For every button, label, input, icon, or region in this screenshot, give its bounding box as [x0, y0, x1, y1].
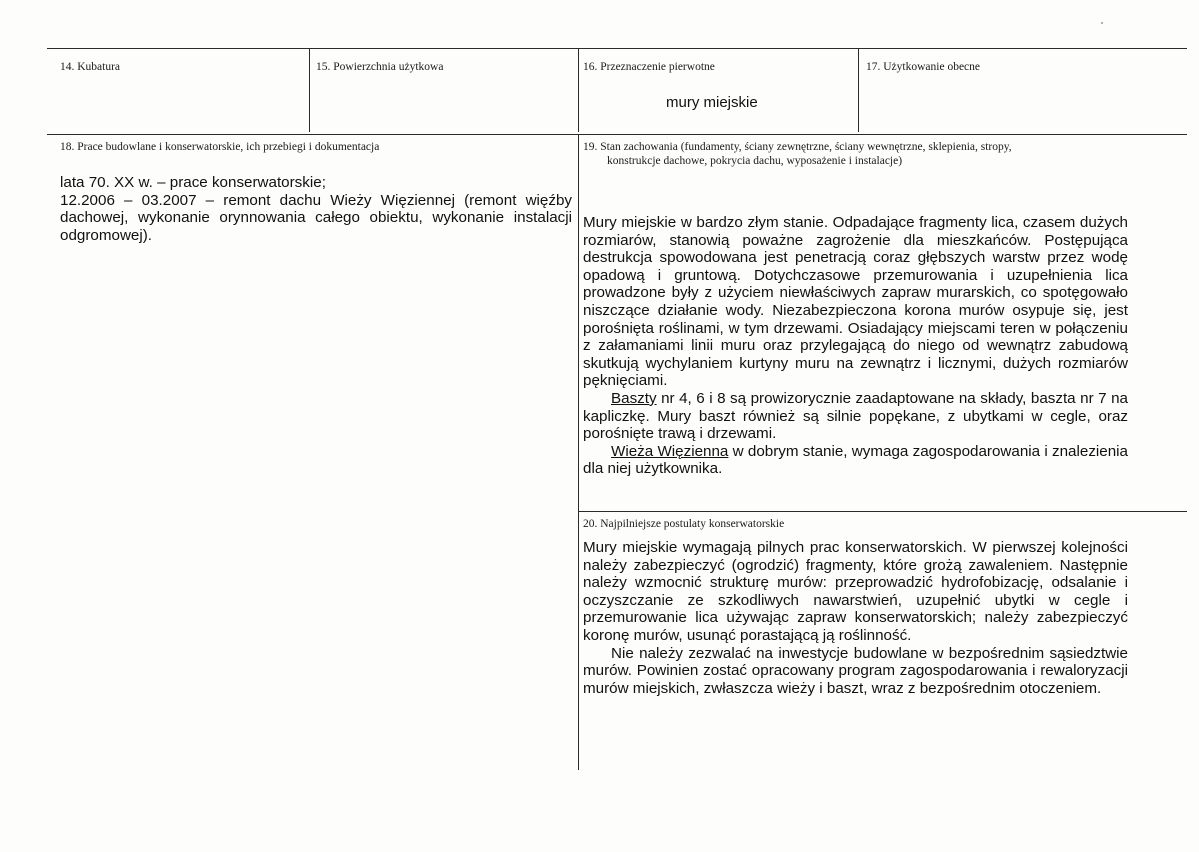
divider-15-16: [578, 48, 579, 132]
field-17-label: 17. Użytkowanie obecne: [866, 61, 981, 73]
field-19-paragraph-3: [583, 443, 1128, 478]
divider-16-17: [858, 48, 859, 132]
field-19-paragraph-1: Mury miejskie w bardzo złym stanie. Odpadające fragmenty lica, czasem dużych rozmiarów, stanowią poważne zagrożenie dla mieszkańców. Postępująca destrukcja spowodowana jest penetracją coraz głębszych warstw przez wodę opadową i gruntową. Dotychczasowe przemurowania i uzupełnienia lica prowadzone były z użyciem niewłaściwych zapraw murarskich, co spotęgowało niszczące działanie wody. Niezabezpieczona korona murów osypuje się, jest porośnięta roślinami, w tym drzewami. Osiadający miejscami teren w połączeniu z załamaniami linii muru oraz przylegającą do niego od wewnątrz zabudową skutkują wychylaniem kurtyny muru na zewnątrz i licznymi, dużych rozmiarów pęknięciami.: [583, 214, 1128, 390]
field-14-label: 14. Kubatura: [60, 61, 121, 73]
field-20-paragraph-2: Nie należy zezwalać na inwestycje budowlane w bezpośrednim sąsiedztwie murów. Powinien zostać opracowany program zagospodarowania i rewaloryzacji murów miejskich, zwłaszcza wieży i baszt, wraz z bezpośrednim otoczeniem.: [583, 644, 1128, 697]
field-19-wieza-underlined: Wieża Więzienna: [611, 442, 729, 460]
field-19-paragraph-3-text: w dobrym stanie, wymaga zagospodarowania i znalezienia dla niej użytkownika.: [583, 442, 1128, 478]
field-19-label: [583, 140, 1183, 168]
field-18-label: 18. Prace budowlane i konserwatorskie, ich przebiegi i dokumentacja: [60, 141, 380, 153]
field-20-content: [583, 539, 1128, 697]
main-column-divider: [578, 134, 579, 770]
field-19-paragraph-2: [583, 390, 1128, 443]
divider-14-15: [309, 48, 310, 132]
field-19-baszty-underlined: Baszty: [611, 389, 657, 407]
field-18-content: [60, 174, 572, 244]
field-18-line-1: lata 70. XX w. – prace konserwatorskie;: [60, 174, 326, 191]
section-20-border: [578, 511, 1187, 512]
field-20-label: 20. Najpilniejsze postulaty konserwatorskie: [583, 518, 785, 530]
field-19-content: [583, 214, 1128, 478]
top-row-border: [47, 48, 1187, 49]
field-19-label-line-2: konstrukcje dachowe, pokrycia dachu, wyposażenie i instalacje): [607, 155, 903, 167]
scan-speck: [1101, 22, 1103, 24]
field-16-label: 16. Przeznaczenie pierwotne: [583, 61, 715, 73]
middle-row-border: [47, 134, 1187, 135]
field-20-paragraph-1: Mury miejskie wymagają pilnych prac konserwatorskich. W pierwszej kolejności należy zabezpieczyć (ogrodzić) fragmenty, które grożą zawaleniem. Następnie należy wzmocnić strukturę murów: przeprowadzić hydrofobizację, odsalanie i oczyszczanie ze szkodliwych nawarstwień, uzupełnić ubytki w cegle i przemurowanie lica używając zapraw konserwatorskich; należy zabezpieczyć koronę murów, usunąć porastającą ją roślinność.: [583, 539, 1128, 644]
field-18-line-2: 12.2006 – 03.2007 – remont dachu Wieży Więziennej (remont więźby dachowej, wykonanie orynnowania całego obiektu, wykonanie instalacji odgromowej).: [60, 191, 572, 244]
field-16-value: mury miejskie: [666, 94, 758, 111]
field-15-label: 15. Powierzchnia użytkowa: [316, 61, 444, 73]
field-19-label-line-1: 19. Stan zachowania (fundamenty, ściany zewnętrzne, ściany wewnętrzne, sklepienia, stropy,: [583, 141, 1012, 153]
field-19-paragraph-2-text: nr 4, 6 i 8 są prowizorycznie zaadaptowane na składy, baszta nr 7 na kapliczkę. Mury baszt również są silnie popękane, z ubytkami w cegle, oraz porośnięte trawą i drzewami.: [583, 389, 1128, 443]
